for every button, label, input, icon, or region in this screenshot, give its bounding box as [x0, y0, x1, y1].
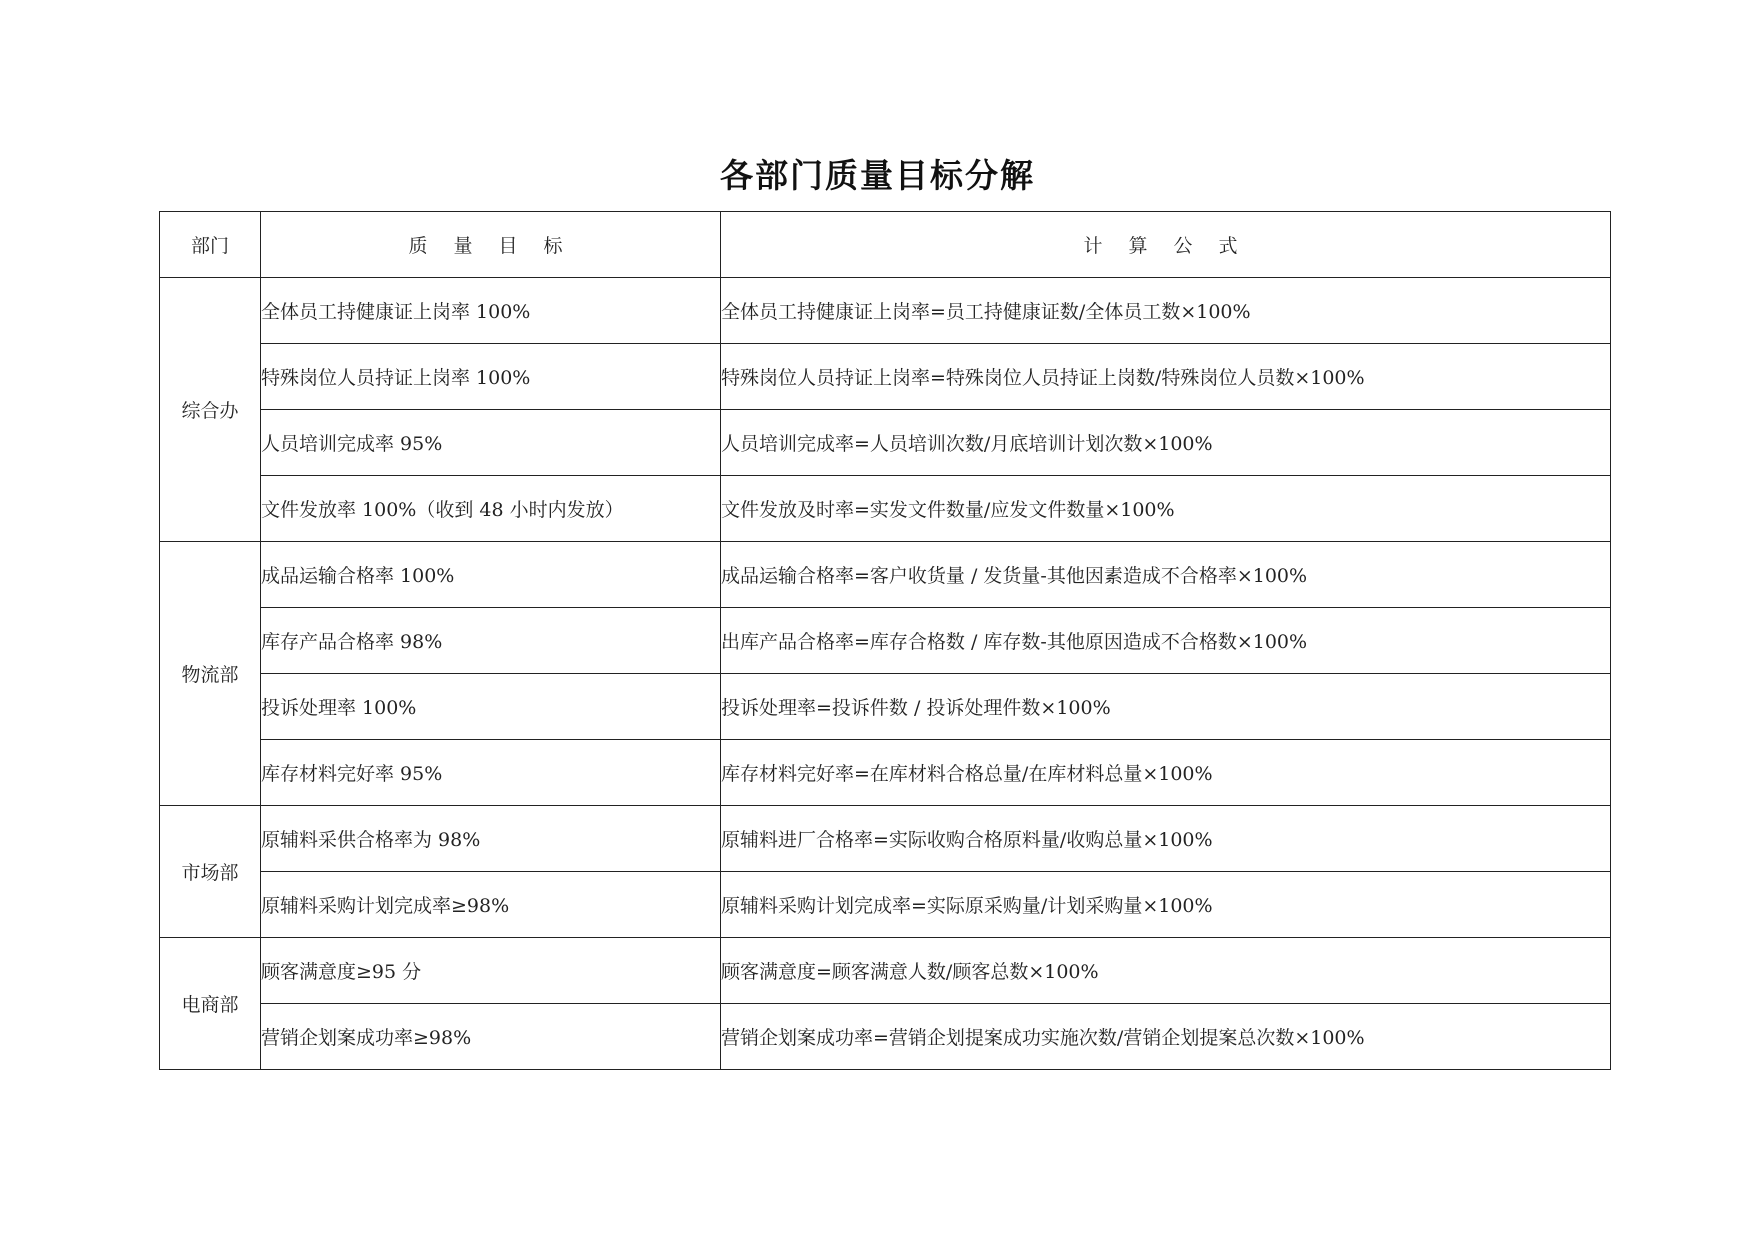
- table-row: [160, 278, 1611, 344]
- goal-cell: 成品运输合格率 100%: [261, 542, 721, 608]
- formula-cell: 成品运输合格率=客户收货量 / 发货量-其他因素造成不合格率×100%: [721, 542, 1611, 608]
- formula-cell: 文件发放及时率=实发文件数量/应发文件数量×100%: [721, 476, 1611, 542]
- formula-cell: 投诉处理率=投诉件数 / 投诉处理件数×100%: [721, 674, 1611, 740]
- department-cell: 市场部: [160, 806, 261, 938]
- formula-cell: 人员培训完成率=人员培训次数/月底培训计划次数×100%: [721, 410, 1611, 476]
- goal-cell: 人员培训完成率 95%: [261, 410, 721, 476]
- formula-cell: 库存材料完好率=在库材料合格总量/在库材料总量×100%: [721, 740, 1611, 806]
- table-row: [160, 938, 1611, 1004]
- goal-cell: 全体员工持健康证上岗率 100%: [261, 278, 721, 344]
- department-cell: 物流部: [160, 542, 261, 806]
- table-row: [160, 806, 1611, 872]
- formula-cell: 顾客满意度=顾客满意人数/顾客总数×100%: [721, 938, 1611, 1004]
- goal-cell: 特殊岗位人员持证上岗率 100%: [261, 344, 721, 410]
- header-formula: 计 算 公 式: [721, 212, 1611, 278]
- table-row: [160, 344, 1611, 410]
- goal-cell: 营销企划案成功率≥98%: [261, 1004, 721, 1070]
- goal-cell: 原辅料采供合格率为 98%: [261, 806, 721, 872]
- goal-cell: 库存材料完好率 95%: [261, 740, 721, 806]
- table-header-row: [160, 212, 1611, 278]
- department-cell: 电商部: [160, 938, 261, 1070]
- table-row: [160, 1004, 1611, 1070]
- goal-cell: 顾客满意度≥95 分: [261, 938, 721, 1004]
- formula-cell: 特殊岗位人员持证上岗率=特殊岗位人员持证上岗数/特殊岗位人员数×100%: [721, 344, 1611, 410]
- goal-cell: 投诉处理率 100%: [261, 674, 721, 740]
- formula-cell: 原辅料进厂合格率=实际收购合格原料量/收购总量×100%: [721, 806, 1611, 872]
- table-row: [160, 872, 1611, 938]
- formula-cell: 全体员工持健康证上岗率=员工持健康证数/全体员工数×100%: [721, 278, 1611, 344]
- table-row: [160, 542, 1611, 608]
- quality-goals-table: [159, 211, 1611, 1070]
- document-title: 各部门质量目标分解: [720, 156, 1035, 195]
- goal-cell: 库存产品合格率 98%: [261, 608, 721, 674]
- formula-cell: 出库产品合格率=库存合格数 / 库存数-其他原因造成不合格数×100%: [721, 608, 1611, 674]
- table-row: [160, 476, 1611, 542]
- table-row: [160, 740, 1611, 806]
- formula-cell: 营销企划案成功率=营销企划提案成功实施次数/营销企划提案总次数×100%: [721, 1004, 1611, 1070]
- table-row: [160, 674, 1611, 740]
- department-cell: 综合办: [160, 278, 261, 542]
- formula-cell: 原辅料采购计划完成率=实际原采购量/计划采购量×100%: [721, 872, 1611, 938]
- table-row: [160, 608, 1611, 674]
- goal-cell: 文件发放率 100%（收到 48 小时内发放）: [261, 476, 721, 542]
- table-row: [160, 410, 1611, 476]
- header-quality-goal: 质 量 目 标: [261, 212, 721, 278]
- header-department: 部门: [160, 212, 261, 278]
- goal-cell: 原辅料采购计划完成率≥98%: [261, 872, 721, 938]
